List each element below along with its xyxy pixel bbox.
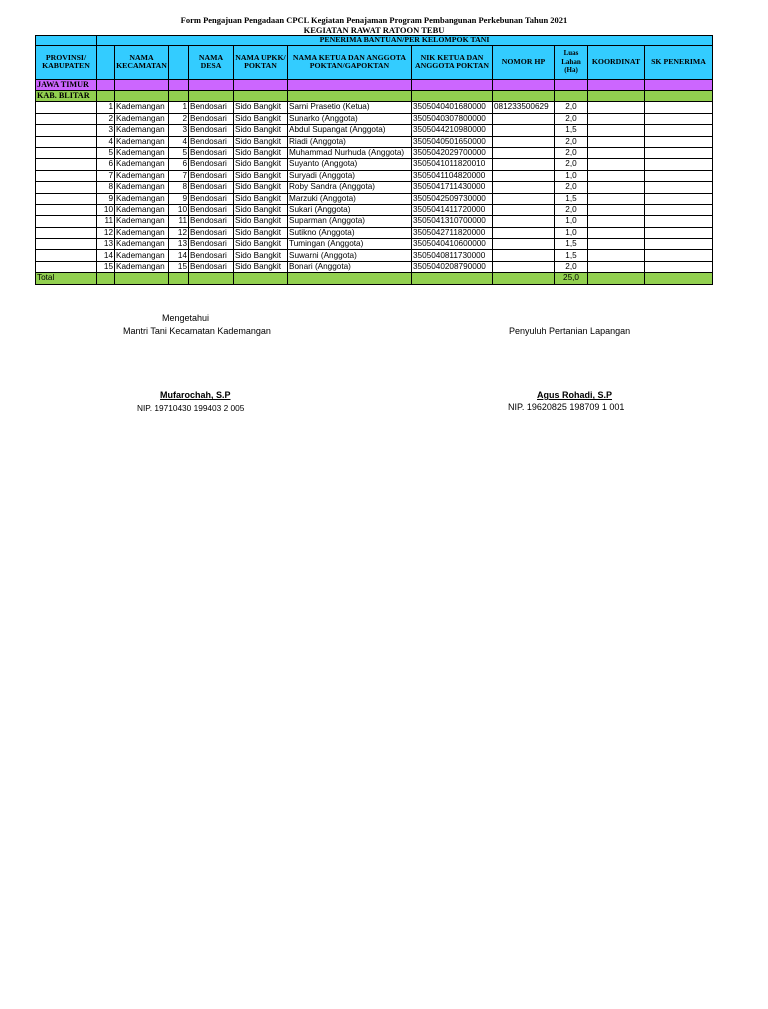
poktan-cell: Sido Bangkit — [234, 170, 288, 181]
desa-number: 3 — [169, 125, 189, 136]
poktan-cell: Sido Bangkit — [234, 113, 288, 124]
kecamatan-cell: Kademangan — [115, 147, 169, 158]
header-koordinat: KOORDINAT — [588, 45, 645, 79]
row-number: 8 — [97, 182, 115, 193]
koordinat-cell — [588, 216, 645, 227]
kecamatan-cell: Kademangan — [115, 204, 169, 215]
phone-cell — [493, 261, 555, 272]
koordinat-cell — [588, 193, 645, 204]
koordinat-cell — [588, 159, 645, 170]
member-name-cell: Suparman (Anggota) — [288, 216, 412, 227]
phone-cell: 081233500629 — [493, 102, 555, 113]
desa-cell: Bendosari — [189, 250, 234, 261]
desa-cell: Bendosari — [189, 147, 234, 158]
koordinat-cell — [588, 170, 645, 181]
koordinat-cell — [588, 239, 645, 250]
row-number: 6 — [97, 159, 115, 170]
total-row — [36, 273, 713, 284]
desa-number: 11 — [169, 216, 189, 227]
header-luas: Luas Lahan (Ha) — [555, 45, 588, 79]
area-cell: 1,5 — [555, 125, 588, 136]
nik-cell: 3505042711820000 — [412, 227, 493, 238]
province-row — [36, 79, 713, 90]
kecamatan-cell: Kademangan — [115, 193, 169, 204]
table-row — [36, 261, 713, 272]
desa-cell: Bendosari — [189, 102, 234, 113]
desa-number: 6 — [169, 159, 189, 170]
koordinat-cell — [588, 250, 645, 261]
mengetahui-label: Mengetahui — [162, 313, 210, 323]
desa-cell: Bendosari — [189, 170, 234, 181]
sk-cell — [645, 250, 713, 261]
right-signer-role: Penyuluh Pertanian Lapangan — [509, 326, 631, 336]
nik-cell: 3505041104820000 — [412, 170, 493, 181]
table-row — [36, 170, 713, 181]
koordinat-cell — [588, 136, 645, 147]
phone-cell — [493, 125, 555, 136]
area-cell: 1,5 — [555, 193, 588, 204]
desa-cell: Bendosari — [189, 227, 234, 238]
phone-cell — [493, 216, 555, 227]
sk-cell — [645, 216, 713, 227]
poktan-cell: Sido Bangkit — [234, 204, 288, 215]
header-kecamatan: NAMA KECAMATAN — [115, 45, 169, 79]
kecamatan-cell: Kademangan — [115, 227, 169, 238]
desa-cell: Bendosari — [189, 216, 234, 227]
form-title: Form Pengajuan Pengadaan CPCL Kegiatan Penajaman Program Pembangunan Perkebunan Tahun 2021 — [180, 15, 568, 25]
table-group-header-row — [36, 36, 713, 46]
koordinat-cell — [588, 227, 645, 238]
total-label: Total — [36, 273, 97, 284]
sk-cell — [645, 239, 713, 250]
kecamatan-cell: Kademangan — [115, 102, 169, 113]
desa-cell: Bendosari — [189, 239, 234, 250]
kecamatan-cell: Kademangan — [115, 216, 169, 227]
member-name-cell: Muhammad Nurhuda (Anggota) — [288, 147, 412, 158]
sk-cell — [645, 136, 713, 147]
member-name-cell: Sarni Prasetio (Ketua) — [288, 102, 412, 113]
nik-cell: 3505042029700000 — [412, 147, 493, 158]
koordinat-cell — [588, 102, 645, 113]
sk-cell — [645, 102, 713, 113]
table-header-row — [36, 45, 713, 79]
row-number: 5 — [97, 147, 115, 158]
area-cell: 2,0 — [555, 113, 588, 124]
desa-number: 7 — [169, 170, 189, 181]
phone-cell — [493, 182, 555, 193]
koordinat-cell — [588, 147, 645, 158]
phone-cell — [493, 113, 555, 124]
poktan-cell: Sido Bangkit — [234, 239, 288, 250]
member-name-cell: Tumingan (Anggota) — [288, 239, 412, 250]
kecamatan-cell: Kademangan — [115, 159, 169, 170]
sk-cell — [645, 182, 713, 193]
left-signer-nip: NIP. 19710430 199403 2 005 — [137, 403, 245, 413]
nik-cell: 3505041011820010 — [412, 159, 493, 170]
member-name-cell: Sunarko (Anggota) — [288, 113, 412, 124]
nik-cell: 3505041310700000 — [412, 216, 493, 227]
member-name-cell: Suwarni (Anggota) — [288, 250, 412, 261]
nik-cell: 3505040410600000 — [412, 239, 493, 250]
poktan-cell: Sido Bangkit — [234, 102, 288, 113]
member-name-cell: Bonari (Anggota) — [288, 261, 412, 272]
kecamatan-cell: Kademangan — [115, 136, 169, 147]
header-upkk: NAMA UPKK/ POKTAN — [234, 45, 288, 79]
phone-cell — [493, 193, 555, 204]
desa-number: 1 — [169, 102, 189, 113]
member-name-cell: Riadi (Anggota) — [288, 136, 412, 147]
header-ketua: NAMA KETUA DAN ANGGOTA POKTAN/GAPOKTAN — [288, 45, 412, 79]
phone-cell — [493, 159, 555, 170]
recipient-table — [35, 35, 713, 285]
right-signer-name: Agus Rohadi, S.P — [537, 390, 613, 400]
desa-number: 4 — [169, 136, 189, 147]
row-number: 7 — [97, 170, 115, 181]
area-cell: 1,0 — [555, 227, 588, 238]
table-row — [36, 182, 713, 193]
phone-cell — [493, 170, 555, 181]
desa-cell: Bendosari — [189, 261, 234, 272]
desa-number: 10 — [169, 204, 189, 215]
table-row — [36, 125, 713, 136]
member-name-cell: Marzuki (Anggota) — [288, 193, 412, 204]
sk-cell — [645, 170, 713, 181]
koordinat-cell — [588, 261, 645, 272]
desa-number: 8 — [169, 182, 189, 193]
desa-number: 5 — [169, 147, 189, 158]
nik-cell: 3505040307800000 — [412, 113, 493, 124]
sk-cell — [645, 261, 713, 272]
koordinat-cell — [588, 182, 645, 193]
member-name-cell: Roby Sandra (Anggota) — [288, 182, 412, 193]
table-row — [36, 193, 713, 204]
area-cell: 2,0 — [555, 136, 588, 147]
area-cell: 2,0 — [555, 102, 588, 113]
nik-cell: 3505041711430000 — [412, 182, 493, 193]
sk-cell — [645, 227, 713, 238]
header-desa: NAMA DESA — [189, 45, 234, 79]
sk-cell — [645, 125, 713, 136]
desa-number: 14 — [169, 250, 189, 261]
left-signer-name: Mufarochah, S.P — [160, 390, 231, 400]
regency-row — [36, 90, 713, 101]
poktan-cell: Sido Bangkit — [234, 147, 288, 158]
row-number: 3 — [97, 125, 115, 136]
area-cell: 1,0 — [555, 170, 588, 181]
koordinat-cell — [588, 113, 645, 124]
desa-number: 2 — [169, 113, 189, 124]
nik-cell: 3505040811730000 — [412, 250, 493, 261]
area-cell: 2,0 — [555, 147, 588, 158]
table-row — [36, 113, 713, 124]
area-cell: 2,0 — [555, 204, 588, 215]
poktan-cell: Sido Bangkit — [234, 182, 288, 193]
desa-cell: Bendosari — [189, 159, 234, 170]
kecamatan-cell: Kademangan — [115, 125, 169, 136]
phone-cell — [493, 227, 555, 238]
table-row — [36, 250, 713, 261]
phone-cell — [493, 136, 555, 147]
poktan-cell: Sido Bangkit — [234, 136, 288, 147]
row-number: 10 — [97, 204, 115, 215]
row-number: 9 — [97, 193, 115, 204]
table-row — [36, 216, 713, 227]
table-row — [36, 102, 713, 113]
header-nik: NIK KETUA DAN ANGGOTA POKTAN — [412, 45, 493, 79]
kecamatan-cell: Kademangan — [115, 261, 169, 272]
nik-cell: 3505041411720000 — [412, 204, 493, 215]
desa-cell: Bendosari — [189, 193, 234, 204]
desa-number: 15 — [169, 261, 189, 272]
table-row — [36, 227, 713, 238]
desa-cell: Bendosari — [189, 204, 234, 215]
desa-number: 13 — [169, 239, 189, 250]
poktan-cell: Sido Bangkit — [234, 227, 288, 238]
area-cell: 1,0 — [555, 216, 588, 227]
poktan-cell: Sido Bangkit — [234, 261, 288, 272]
desa-cell: Bendosari — [189, 125, 234, 136]
member-name-cell: Suryadi (Anggota) — [288, 170, 412, 181]
row-number: 12 — [97, 227, 115, 238]
sk-cell — [645, 147, 713, 158]
desa-cell: Bendosari — [189, 136, 234, 147]
phone-cell — [493, 239, 555, 250]
area-cell: 1,5 — [555, 250, 588, 261]
poktan-cell: Sido Bangkit — [234, 193, 288, 204]
poktan-cell: Sido Bangkit — [234, 216, 288, 227]
sk-cell — [645, 113, 713, 124]
table-row — [36, 204, 713, 215]
row-number: 15 — [97, 261, 115, 272]
desa-number: 9 — [169, 193, 189, 204]
row-number: 4 — [97, 136, 115, 147]
poktan-cell: Sido Bangkit — [234, 125, 288, 136]
area-cell: 2,0 — [555, 182, 588, 193]
desa-cell: Bendosari — [189, 113, 234, 124]
group-header: PENERIMA BANTUAN/PER KELOMPOK TANI — [97, 36, 713, 46]
header-hp: NOMOR HP — [493, 45, 555, 79]
poktan-cell: Sido Bangkit — [234, 159, 288, 170]
area-cell: 2,0 — [555, 159, 588, 170]
row-number: 2 — [97, 113, 115, 124]
form-subtitle: KEGIATAN RAWAT RATOON TEBU — [303, 25, 445, 35]
header-sk: SK PENERIMA — [645, 45, 713, 79]
row-number: 1 — [97, 102, 115, 113]
nik-cell: 3505042509730000 — [412, 193, 493, 204]
table-row — [36, 136, 713, 147]
member-name-cell: Suyanto (Anggota) — [288, 159, 412, 170]
member-name-cell: Abdul Supangat (Anggota) — [288, 125, 412, 136]
row-number: 11 — [97, 216, 115, 227]
kecamatan-cell: Kademangan — [115, 113, 169, 124]
desa-cell: Bendosari — [189, 182, 234, 193]
sk-cell — [645, 204, 713, 215]
total-area: 25,0 — [555, 273, 588, 284]
sk-cell — [645, 159, 713, 170]
kecamatan-cell: Kademangan — [115, 250, 169, 261]
nik-cell: 3505040208790000 — [412, 261, 493, 272]
phone-cell — [493, 204, 555, 215]
province-label: JAWA TIMUR — [36, 79, 97, 90]
phone-cell — [493, 250, 555, 261]
poktan-cell: Sido Bangkit — [234, 250, 288, 261]
regency-label: KAB. BLITAR — [36, 90, 97, 101]
sk-cell — [645, 193, 713, 204]
table-row — [36, 239, 713, 250]
nik-cell: 3505040401680000 — [412, 102, 493, 113]
phone-cell — [493, 147, 555, 158]
kecamatan-cell: Kademangan — [115, 170, 169, 181]
kecamatan-cell: Kademangan — [115, 182, 169, 193]
desa-number: 12 — [169, 227, 189, 238]
area-cell: 2,0 — [555, 261, 588, 272]
right-signer-nip: NIP. 19620825 198709 1 001 — [508, 402, 625, 412]
table-row — [36, 147, 713, 158]
row-number: 14 — [97, 250, 115, 261]
header-provinsi: PROVINSI/ KABUPATEN — [36, 45, 97, 79]
nik-cell: 3505040501650000 — [412, 136, 493, 147]
nik-cell: 3505044210980000 — [412, 125, 493, 136]
koordinat-cell — [588, 204, 645, 215]
table-row — [36, 159, 713, 170]
kecamatan-cell: Kademangan — [115, 239, 169, 250]
row-number: 13 — [97, 239, 115, 250]
member-name-cell: Sutikno (Anggota) — [288, 227, 412, 238]
left-signer-role: Mantri Tani Kecamatan Kademangan — [123, 326, 271, 336]
area-cell: 1,5 — [555, 239, 588, 250]
member-name-cell: Sukari (Anggota) — [288, 204, 412, 215]
koordinat-cell — [588, 125, 645, 136]
